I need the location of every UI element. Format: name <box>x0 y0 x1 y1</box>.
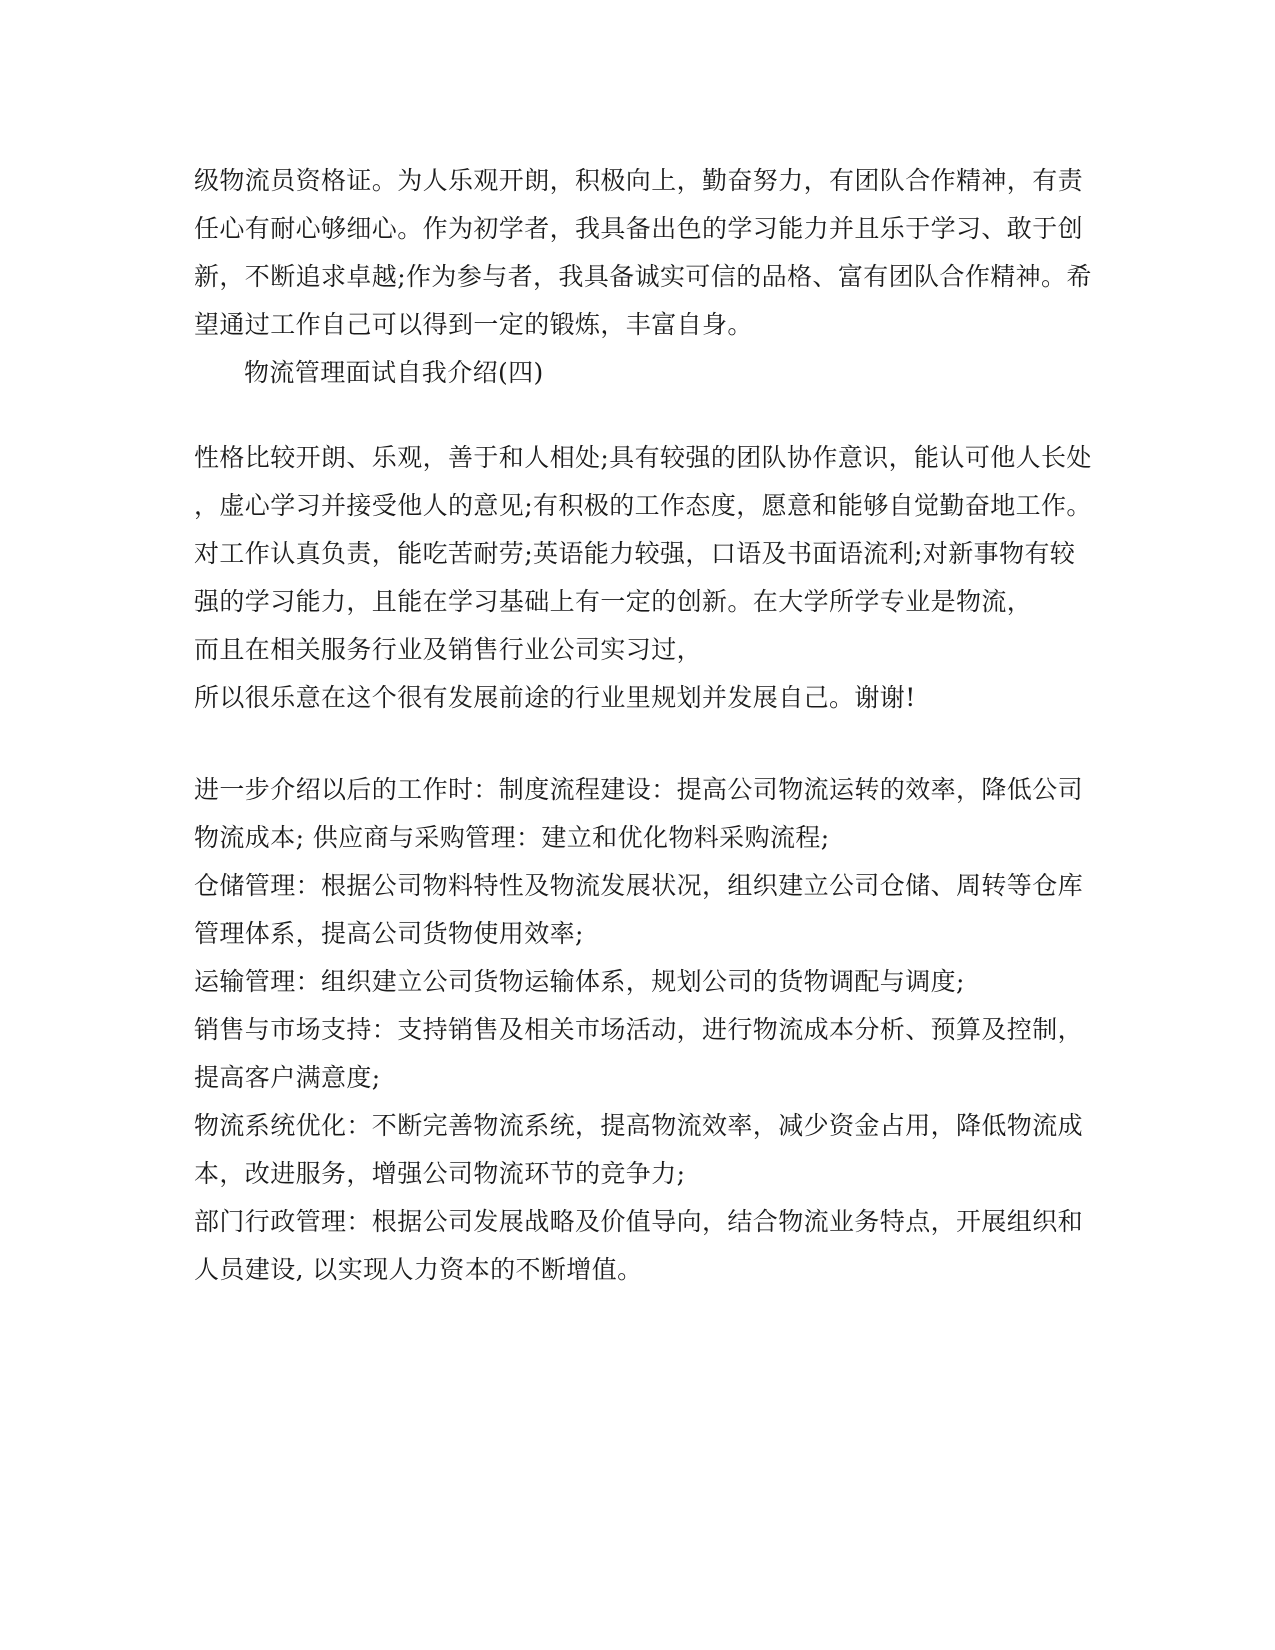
paragraph-3-line: 管理体系，提高公司货物使用效率; <box>194 919 584 948</box>
paragraph-2 <box>194 434 1094 722</box>
paragraph-3-line: 销售与市场支持：支持销售及相关市场活动，进行物流成本分析、预算及控制， <box>194 1015 1084 1044</box>
paragraph-1-line: 级物流员资格证。为人乐观开朗，积极向上，勤奋努力，有团队合作精神，有责 <box>194 166 1084 195</box>
paragraph-3-line: 仓储管理：根据公司物料特性及物流发展状况，组织建立公司仓储、周转等仓库 <box>194 871 1084 900</box>
paragraph-3-line: 物流系统优化：不断完善物流系统，提高物流效率，减少资金占用，降低物流成 <box>194 1111 1084 1140</box>
section-heading: 物流管理面试自我介绍(四) <box>244 358 544 387</box>
paragraph-1-line: 任心有耐心够细心。作为初学者，我具备出色的学习能力并且乐于学习、敢于创 <box>194 214 1084 243</box>
paragraph-1-line: 新，不断追求卓越;作为参与者，我具备诚实可信的品格、富有团队合作精神。希 <box>194 262 1092 291</box>
paragraph-3 <box>194 766 1094 1294</box>
paragraph-2-line: 所以很乐意在这个很有发展前途的行业里规划并发展自己。谢谢! <box>194 683 916 712</box>
paragraph-3-line: 运输管理：组织建立公司货物运输体系，规划公司的货物调配与调度; <box>194 967 965 996</box>
paragraph-3-line: 部门行政管理：根据公司发展战略及价值导向，结合物流业务特点，开展组织和 <box>194 1207 1084 1236</box>
paragraph-3-line: 本，改进服务，增强公司物流环节的竞争力; <box>194 1159 686 1188</box>
paragraph-2-line: 对工作认真负责，能吃苦耐劳;英语能力较强，口语及书面语流利;对新事物有较 <box>194 539 1076 568</box>
paragraph-3-line: 进一步介绍以后的工作时：制度流程建设：提高公司物流运转的效率，降低公司 <box>194 775 1084 804</box>
paragraph-2-line: 而且在相关服务行业及销售行业公司实习过， <box>194 635 703 664</box>
paragraph-3-line: 物流成本; 供应商与采购管理：建立和优化物料采购流程; <box>194 823 830 852</box>
paragraph-1-line: 望通过工作自己可以得到一定的锻炼，丰富自身。 <box>194 310 753 339</box>
paragraph-3-line: 提高客户满意度; <box>194 1063 381 1092</box>
paragraph-3-line: 人员建设, 以实现人力资本的不断增值。 <box>194 1255 643 1284</box>
paragraph-1 <box>194 157 1094 349</box>
paragraph-2-line: 性格比较开朗、乐观，善于和人相处;具有较强的团队协作意识，能认可他人长处 <box>194 443 1092 472</box>
section-heading-block <box>194 349 1094 397</box>
paragraph-2-line: 强的学习能力，且能在学习基础上有一定的创新。在大学所学专业是物流， <box>194 587 1033 616</box>
paragraph-2-line: ，虚心学习并接受他人的意见;有积极的工作态度，愿意和能够自觉勤奋地工作。 <box>194 491 1092 520</box>
